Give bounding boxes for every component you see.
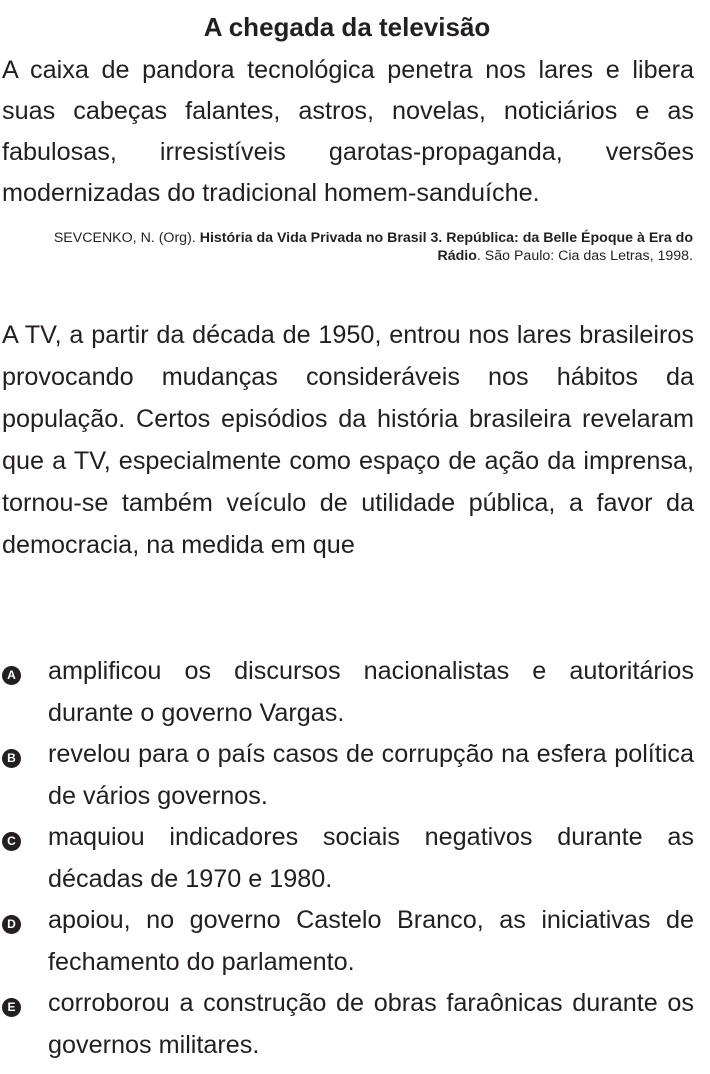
source-citation xyxy=(10,229,693,265)
answer-options xyxy=(0,650,694,1065)
option-text-a: amplificou os discursos nacionalistas e autoritários durante o governo Vargas. xyxy=(48,657,694,727)
option-letter-e: E xyxy=(2,998,21,1017)
option-text-c: maquiou indicadores sociais negativos durante as décadas de 1970 e 1980. xyxy=(48,823,694,893)
source-book-title: História da Vida Privada no Brasil 3. República: da Belle Époque à Era do Rádio xyxy=(199,230,693,264)
option-text-d: apoiou, no governo Castelo Branco, as iniciativas de fechamento do parlamento. xyxy=(48,906,694,976)
option-text-e: corroborou a construção de obras faraônicas durante os governos militares. xyxy=(48,989,694,1059)
option-a[interactable] xyxy=(0,650,694,733)
option-letter-c: C xyxy=(2,832,21,851)
epigraph-quote: A caixa de pandora tecnológica penetra nos lares e libera suas cabeças falantes, astros, novelas, noticiários e as fabulosas, irresistíveis garotas-propaganda, versões modernizadas do tradicional homem-sanduíche. xyxy=(2,56,694,207)
source-author: SEVCENKO, N. (Org). xyxy=(53,230,196,246)
option-letter-a: A xyxy=(2,666,21,685)
option-letter-b: B xyxy=(2,749,21,768)
option-b[interactable] xyxy=(0,733,694,816)
option-d[interactable] xyxy=(0,899,694,982)
option-letter-d: D xyxy=(2,915,21,934)
question-stem: A TV, a partir da década de 1950, entrou nos lares brasileiros provocando mudanças consideráveis nos hábitos da população. Certos episódios da história brasileira revelaram que a TV, especialmente como espaço de ação da imprensa, tornou-se também veículo de utilidade pública, a favor da democracia, na medida em que xyxy=(2,321,694,559)
option-c[interactable] xyxy=(0,816,694,899)
option-e[interactable] xyxy=(0,982,694,1065)
option-text-b: revelou para o país casos de corrupção na esfera política de vários governos. xyxy=(48,740,694,810)
text-title: A chegada da televisão xyxy=(203,12,491,42)
source-publisher: . São Paulo: Cia das Letras, 1998. xyxy=(476,248,693,264)
